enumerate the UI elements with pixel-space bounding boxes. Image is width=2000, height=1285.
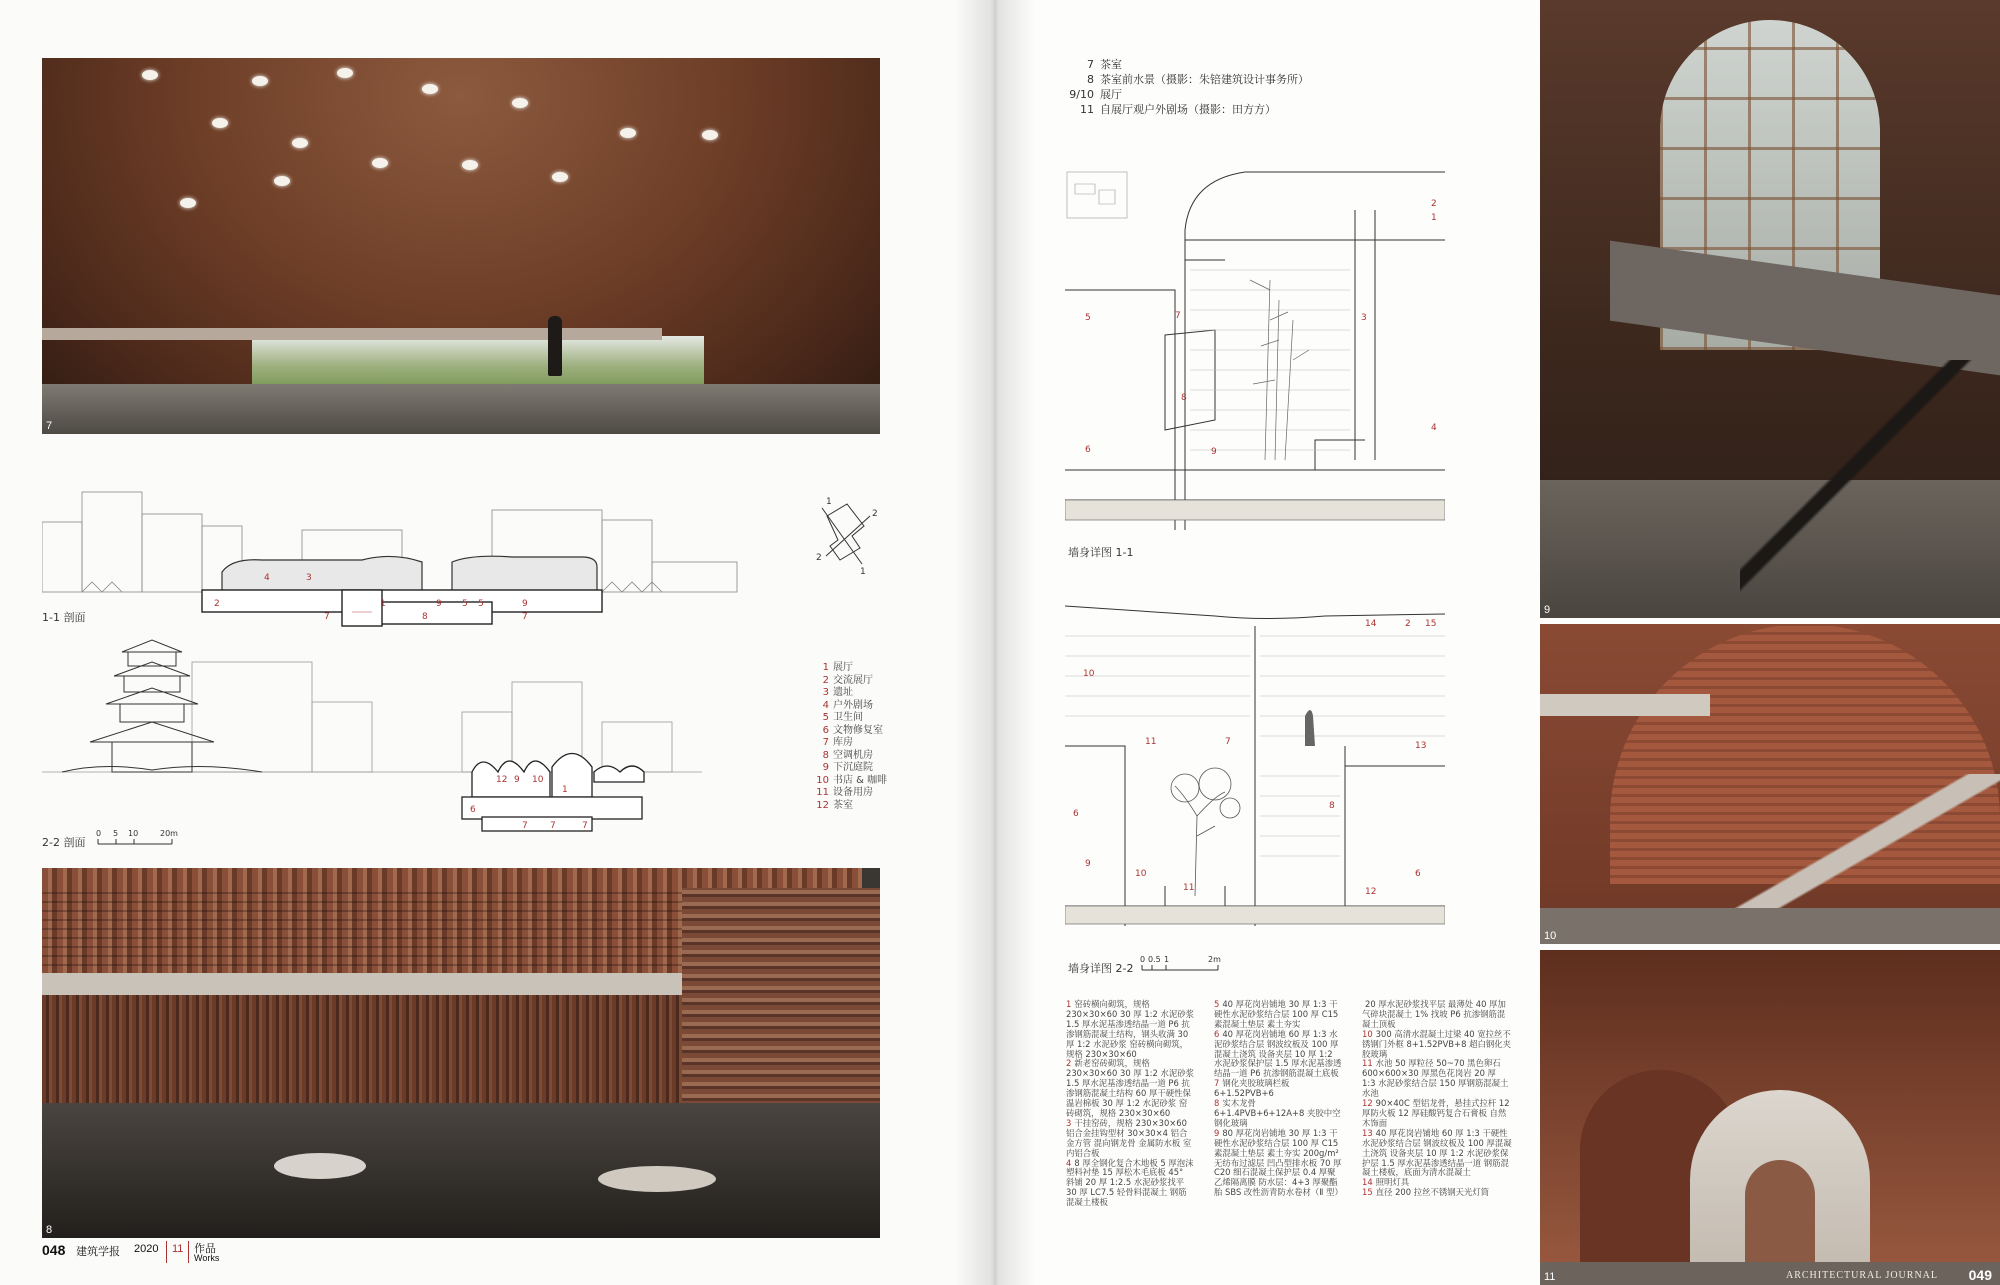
room-label: 7 (522, 612, 528, 622)
spec-item: 1 窑砖横向砌筑，规格 230×30×60 30 厚 1:2 水泥砂浆 1.5 厚水泥基渗透结晶一道 P6 抗渗钢筋混凝土结构，钢头收满 30 厚 1:2 水泥砂浆 窑砖横向砌筑，规格 230×30×60 (1066, 999, 1194, 1059)
spec-item: 9 80 厚花岗岩铺地 30 厚 1:3 干硬性水泥砂浆结合层 100 厚 C15 素混凝土垫层 素土夯实 200g/m² 无纺布过滤层 凹凸型排水板 70 厚 C20 细石混凝土保护层 0.4 厚聚乙烯隔离膜 防水层：4+3 厚聚酯胎 SBS 改性沥青防水卷材（Ⅱ 型） (1214, 1127, 1343, 1198)
room-label: 2 (214, 599, 220, 609)
room-label: 1 (380, 599, 386, 609)
spec-item: 13 40 厚花岗岩铺地 60 厚 1:3 干硬性水泥砂浆结合层 钢波纹板及 100 厚混凝土浇筑 设备夹层 10 厚 1:2 水泥砂浆保护层 1.5 厚水泥基渗透结晶一道 钢筋混凝土楼板，底面为清水混凝土 (1362, 1127, 1512, 1178)
detail-mark: 6 (1415, 869, 1421, 879)
room-label: 9 (522, 599, 528, 609)
legend-item: 12 茶室 (816, 799, 853, 811)
room-label: 1 (562, 785, 568, 795)
photo-outdoor-theatre-view (1540, 950, 2000, 1285)
detail-mark: 7 (1175, 311, 1181, 321)
spec-item: 20 厚水泥砂浆找平层 最薄处 40 厚加气碎块混凝土 1% 找坡 P6 抗渗钢筋混凝土顶板 (1362, 999, 1506, 1029)
legend-item: 10 书店 & 咖啡 (816, 774, 888, 786)
key-mark: 2 (872, 509, 878, 519)
room-label: 7 (324, 612, 330, 622)
spec-item: 4 8 厚全钢化复合木地板 5 厚泡沫塑料衬垫 15 厚松木毛底板 45° 斜铺 20 厚 1:2.5 水泥砂浆找平 30 厚 LC7.5 轻骨料混凝土 钢筋混凝土楼板 (1066, 1157, 1194, 1208)
spec-item: 12 90×40C 型铝龙骨，悬挂式拉杆 12 厚防火板 12 厚硅酸钙复合石膏板 自然木饰面 (1362, 1098, 1510, 1128)
key-plan (812, 496, 882, 578)
caption-item: 11 自展厅观户外剧场（摄影：田方方） (1080, 103, 1276, 116)
scale-tick: 0.5 (1148, 955, 1161, 964)
detail-mark: 8 (1181, 393, 1187, 403)
spec-item: 2 新老窑砖砌筑，规格 230×30×60 30 厚 1:2 水泥砂浆 1.5 厚水泥基渗透结晶一道 P6 抗渗钢筋混凝土结构 60 厚干硬性保温岩棉板 30 厚 1:2 水泥砂浆 窑砖砌筑，规格 230×30×60 (1066, 1058, 1194, 1118)
left-page (0, 0, 992, 1285)
page-number: 049 (1968, 1267, 1992, 1283)
photo-tea-room-interior (42, 58, 880, 434)
section-1-1-label: 1-1 剖面 (42, 611, 86, 624)
room-label: 7 (582, 821, 588, 831)
detail-mark: 7 (1225, 737, 1231, 747)
legend-item: 9 下沉庭院 (822, 762, 873, 773)
legend-item: 4 户外剧场 (822, 699, 873, 711)
spec-item: 3 干挂窑砖，规格 230×30×60 铝合金挂钩型材 30×30×4 铝合金方管 混向钢龙骨 金属防水板 室内铝合板 (1066, 1117, 1192, 1158)
room-label: 5 (478, 599, 484, 609)
scale-tick: 1 (1164, 955, 1170, 964)
room-label: 3 (306, 573, 312, 583)
caption-item: 8 茶室前水景（摄影：朱锫建筑设计事务所） (1087, 73, 1309, 86)
spec-item: 5 40 厚花岗岩铺地 30 厚 1:3 干硬性水泥砂浆结合层 100 厚 C15 素混凝土垫层 素土夯实 (1214, 999, 1339, 1029)
spec-item: 11 水池 50 厚粒径 50~70 黑色卵石 600×600×30 厚黑色花岗岩 20 厚 1:3 水泥砂浆结合层 150 厚钢筋混凝土水池 (1362, 1058, 1509, 1099)
legend-item: 6 文物修复室 (822, 724, 883, 736)
journal-year: 2020 (134, 1243, 159, 1255)
person-figure (548, 316, 562, 376)
room-label: 5 (462, 599, 468, 609)
legend-item: 1 展厅 (822, 662, 853, 673)
spec-item: 10 300 高清水混凝土过梁 40 宽拉丝不锈钢门外框 8+1.52PVB+8 超白钢化夹胶玻璃 (1362, 1028, 1511, 1059)
room-label: 7 (550, 821, 556, 831)
spec-column-2 (1214, 1000, 1342, 1198)
detail-mark: 15 (1425, 619, 1437, 629)
section-2-2-label: 2-2 剖面 (42, 836, 86, 849)
section-title: 作品 (194, 1243, 216, 1255)
photo-tea-room-water-feature (42, 868, 880, 1238)
detail-mark: 10 (1135, 869, 1147, 879)
photo-exhibition-hall-stair (1540, 0, 2000, 618)
room-label: 6 (470, 805, 476, 815)
detail-mark: 11 (1183, 883, 1195, 893)
detail-mark: 5 (1085, 313, 1091, 323)
room-label: 12 (496, 775, 508, 785)
spec-item: 7 钢化夹胶玻璃栏板 6+1.52PVB+6 (1214, 1078, 1290, 1099)
detail-mark: 3 (1361, 313, 1367, 323)
caption-item: 9/10 展厅 (1069, 88, 1122, 101)
room-label: 9 (436, 599, 442, 609)
photo-captions (1068, 57, 1309, 117)
room-label: 10 (532, 775, 544, 785)
key-mark: 1 (826, 497, 832, 507)
photo-number: 11 (1544, 1271, 1556, 1283)
scale-tick: 2m (1208, 955, 1221, 964)
detail-mark: 4 (1431, 423, 1437, 433)
scale-bar-right (1138, 952, 1228, 974)
scale-tick: 0 (96, 829, 102, 838)
section-1-1-drawing (42, 462, 742, 632)
tree-illustration (1171, 768, 1240, 896)
spec-item: 14 照明灯具 (1362, 1177, 1410, 1188)
detail-2-2-label: 墙身详图 2-2 (1068, 962, 1134, 975)
detail-1-1-label: 墙身详图 1-1 (1068, 546, 1134, 559)
detail-mark: 6 (1073, 809, 1079, 819)
detail-mark: 8 (1329, 801, 1335, 811)
room-label: 7 (522, 821, 528, 831)
detail-mark: 12 (1365, 887, 1377, 897)
detail-mark: 9 (1085, 859, 1091, 869)
detail-mark: 9 (1211, 447, 1217, 457)
spec-column-1 (1066, 1000, 1194, 1208)
key-mark: 1 (860, 567, 866, 577)
photo-number: 10 (1544, 930, 1557, 942)
caption-item: 7 茶室 (1087, 58, 1122, 71)
spec-item: 8 实木龙骨 6+1.4PVB+6+12A+8 夹胶中空 钢化玻璃 (1214, 1098, 1341, 1128)
photo-number: 9 (1544, 604, 1551, 616)
legend-item: 2 交流展厅 (822, 674, 873, 686)
detail-mark: 1 (1431, 213, 1437, 223)
detail-mark: 14 (1365, 619, 1377, 629)
detail-mark: 10 (1083, 669, 1095, 679)
photo-number: 7 (46, 420, 53, 432)
legend-item: 11 设备用房 (816, 787, 873, 798)
spec-column-3 (1362, 1000, 1512, 1198)
detail-mark: 11 (1145, 737, 1157, 747)
photo-exhibition-hall-vault (1540, 624, 2000, 944)
person-silhouette (1305, 710, 1315, 746)
spec-item: 6 40 厚花岗岩铺地 60 厚 1:3 水泥砂浆结合层 钢波纹板及 100 厚混凝土浇筑 设备夹层 10 厚 1:2 水泥砂浆保护层 1.5 厚水泥基渗透结晶一道 P6 抗渗钢筋混凝土底板 (1214, 1028, 1342, 1079)
legend-item: 5 卫生间 (822, 712, 863, 723)
detail-mark: 2 (1431, 199, 1437, 209)
wall-detail-1-1 (1065, 170, 1445, 540)
wall-detail-2-2 (1065, 576, 1445, 946)
room-label: 4 (264, 573, 270, 583)
scale-bar-left (94, 826, 184, 848)
scale-tick: 5 (113, 829, 119, 838)
detail-mark: 6 (1085, 445, 1091, 455)
legend-item: 3 遗址 (822, 687, 853, 698)
photo-number: 8 (46, 1224, 53, 1236)
legend-item: 7 库房 (822, 737, 853, 748)
scale-tick: 20m (160, 829, 178, 838)
detail-mark: 2 (1405, 619, 1411, 629)
scale-tick: 10 (128, 829, 139, 838)
scale-tick: 0 (1140, 955, 1146, 964)
detail-mark: 13 (1415, 741, 1427, 751)
journal-title-en: ARCHITECTURAL JOURNAL (1785, 1270, 1938, 1281)
room-label: 8 (422, 612, 428, 622)
room-legend (816, 662, 887, 812)
journal-title: 建筑学报 (76, 1245, 120, 1258)
section-subtitle: Works (194, 1253, 220, 1263)
room-label: 9 (514, 775, 520, 785)
section-2-2-drawing (42, 622, 702, 836)
key-mark: 2 (816, 553, 822, 563)
page-number: 048 (42, 1242, 66, 1258)
spec-item: 15 直径 200 拉丝不锈钢天光灯筒 (1362, 1187, 1490, 1198)
legend-item: 8 空调机房 (822, 749, 873, 761)
journal-issue: 11 (172, 1243, 184, 1255)
